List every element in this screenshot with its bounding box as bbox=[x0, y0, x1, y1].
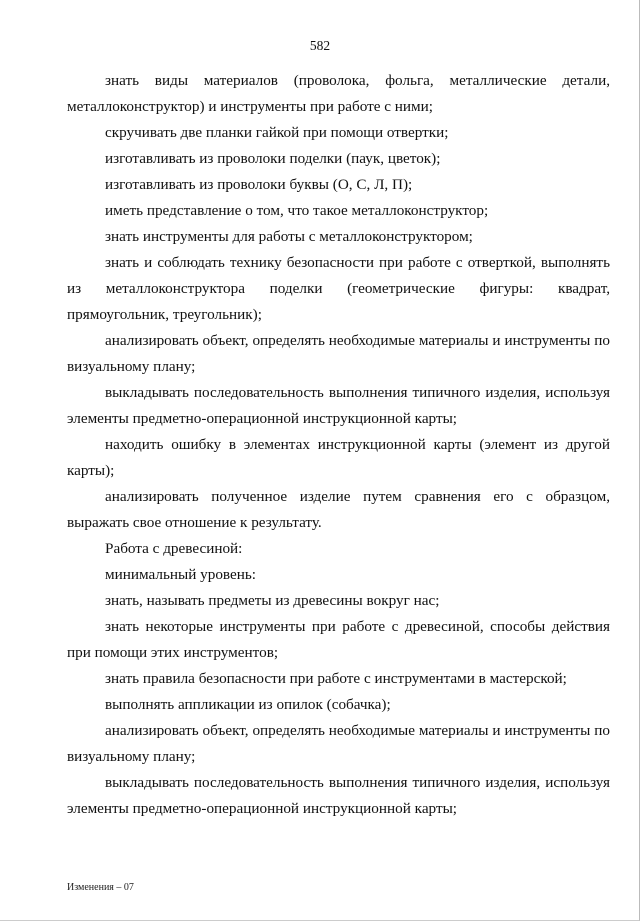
document-body bbox=[67, 68, 610, 822]
page-number: 582 bbox=[309, 38, 331, 53]
paragraph: анализировать объект, определять необходимые материалы и инструменты по визуальному плану; bbox=[67, 332, 610, 375]
paragraph: знать правила безопасности при работе с инструментами в мастерской; bbox=[105, 670, 567, 687]
paragraph: изготавливать из проволоки буквы (О, С, Л, П); bbox=[105, 176, 413, 193]
paragraph: скручивать две планки гайкой при помощи отвертки; bbox=[105, 124, 449, 141]
paragraph: знать, называть предметы из древесины вокруг нас; bbox=[105, 592, 440, 609]
paragraph: выполнять аппликации из опилок (собачка); bbox=[105, 696, 391, 713]
footer-revision: Изменения – 07 bbox=[67, 882, 134, 893]
paragraph: знать и соблюдать технику безопасности при работе с отверткой, выполнять из металлоконструктора поделки (геометрические фигуры: квадрат, прямоугольник, треугольник); bbox=[67, 254, 610, 323]
paragraph: выкладывать последовательность выполнения типичного изделия, используя элементы предметно-операционной инструкционной карты; bbox=[67, 774, 610, 817]
paragraph: знать виды материалов (проволока, фольга, металлические детали, металлоконструктор) и инструменты при работе с ними; bbox=[67, 72, 610, 115]
paragraph: выкладывать последовательность выполнения типичного изделия, используя элементы предметно-операционной инструкционной карты; bbox=[67, 384, 610, 427]
paragraph: находить ошибку в элементах инструкционной карты (элемент из другой карты); bbox=[67, 436, 610, 479]
paragraph: знать инструменты для работы с металлоконструктором; bbox=[105, 228, 473, 245]
section-heading: Работа с древесиной: bbox=[105, 540, 243, 557]
paragraph: анализировать полученное изделие путем сравнения его с образцом, выражать свое отношение к результату. bbox=[67, 488, 610, 531]
paragraph: изготавливать из проволоки поделки (паук, цветок); bbox=[105, 150, 441, 167]
paragraph: знать некоторые инструменты при работе с древесиной, способы действия при помощи этих инструментов; bbox=[67, 618, 610, 661]
paragraph: анализировать объект, определять необходимые материалы и инструменты по визуальному плану; bbox=[67, 722, 610, 765]
paragraph: иметь представление о том, что такое металлоконструктор; bbox=[105, 202, 489, 219]
subsection-heading: минимальный уровень: bbox=[105, 566, 257, 583]
